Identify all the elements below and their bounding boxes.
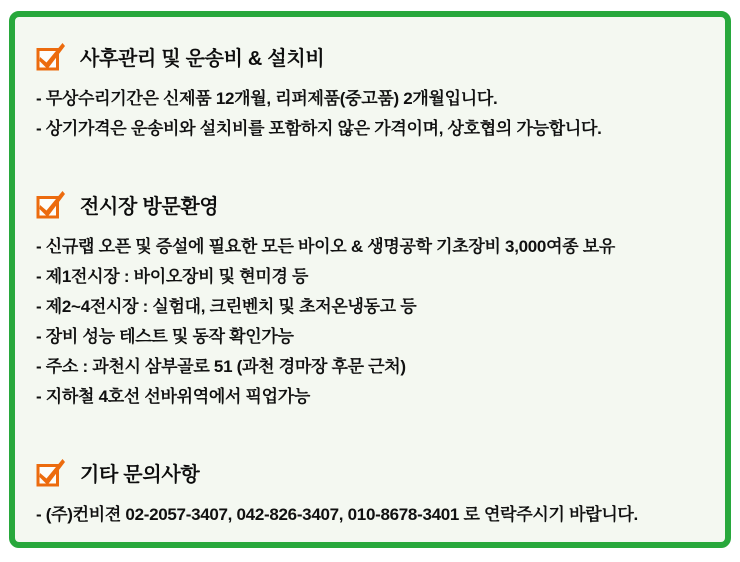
section-title-text: 전시장 방문환영 xyxy=(80,196,219,218)
notice-panel xyxy=(9,11,731,548)
section-title-row xyxy=(36,458,709,487)
bullet-item: - 상기가격은 운송비와 설치비를 포함하지 않은 가격이며, 상호협의 가능합니다. xyxy=(36,119,602,138)
bullet-item: - 제1전시장 : 바이오장비 및 현미경 등 xyxy=(36,267,309,286)
bullet-item: - 지하철 4호선 선바위역에서 픽업가능 xyxy=(36,387,311,406)
section-title-text: 사후관리 및 운송비 & 설치비 xyxy=(80,48,325,70)
section-title-text: 기타 문의사항 xyxy=(80,464,200,486)
section-title-row xyxy=(36,42,709,71)
bullet-item: - 제2~4전시장 : 실험대, 크린벤치 및 초저온냉동고 등 xyxy=(36,297,417,316)
bullet-item: - 주소 : 과천시 삼부골로 51 (과천 경마장 후문 근처) xyxy=(36,357,406,376)
bullet-item: - 무상수리기간은 신제품 12개월, 리퍼제품(중고품) 2개월입니다. xyxy=(36,89,498,108)
section-items xyxy=(36,84,709,144)
section-items xyxy=(36,500,709,530)
bullet-item: - 신규랩 오픈 및 증설에 필요한 모든 바이오 & 생명공학 기초장비 3,000여종 보유 xyxy=(36,237,615,256)
checked-checkbox-icon xyxy=(36,43,66,71)
section-contact xyxy=(36,458,709,530)
checked-checkbox-icon xyxy=(36,459,66,487)
section-showroom xyxy=(36,190,709,412)
checked-checkbox-icon xyxy=(36,191,66,219)
section-items xyxy=(36,232,709,412)
bullet-item: - (주)컨비젼 02-2057-3407, 042-826-3407, 010-8678-3401 로 연락주시기 바랍니다. xyxy=(36,505,638,524)
section-title-row xyxy=(36,190,709,219)
bullet-item: - 장비 성능 테스트 및 동작 확인가능 xyxy=(36,327,294,346)
section-aftercare xyxy=(36,42,709,144)
